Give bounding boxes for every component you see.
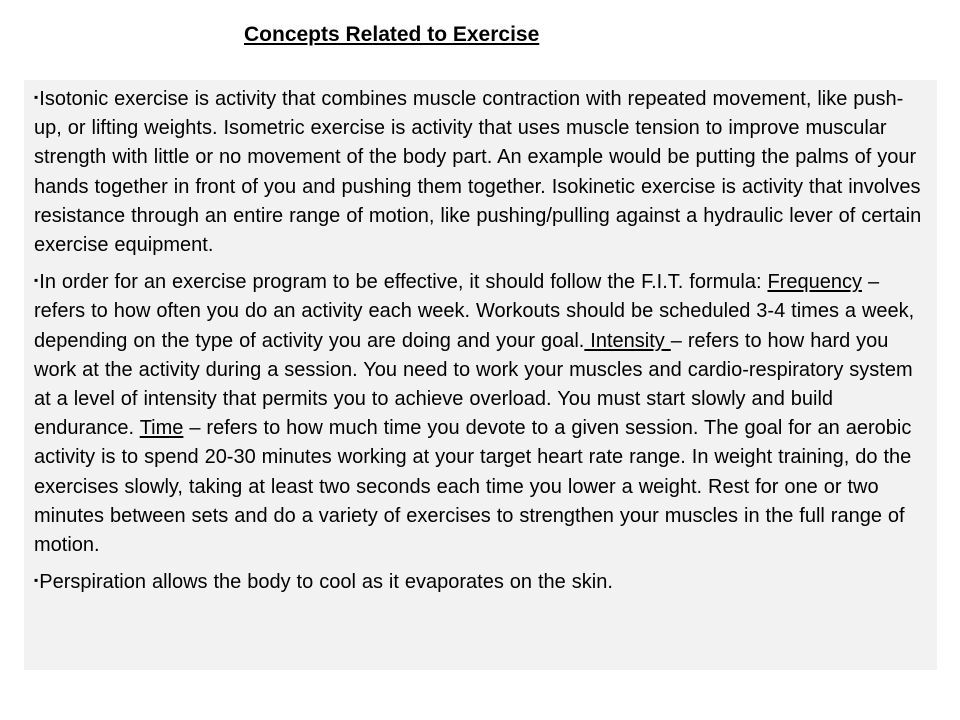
square-bullet-icon: ▪ bbox=[34, 90, 39, 104]
intensity-description: – refers to how hard you work at the activity during a session. You need to work your muscles and cardio-respiratory system at a level of intensity that permits you to achieve overload. You must start slowly and build endurance. bbox=[34, 329, 913, 440]
time-description: – refers to how much time you devote to a given session. The goal for an aerobic activity is to spend 20-30 minutes working at your target heart rate range. In weight training, do the exercises slowly, taking at least two seconds each time you lower a weight. Rest for one or two minutes between sets and do a variety of exercises to strengthen your muscles in the full range of motion. bbox=[34, 417, 912, 557]
frequency-description: – refers to how often you do an activity each week. Workouts should be scheduled 3-4 times a week, depending on the type of activity you are doing and your goal. bbox=[34, 271, 915, 352]
bullet-perspiration bbox=[34, 568, 927, 597]
bullet-isotonic-isometric-isokinetic bbox=[34, 85, 927, 260]
square-bullet-icon: ▪ bbox=[34, 273, 39, 288]
bullet-list bbox=[34, 85, 927, 597]
bullet-fit-formula bbox=[34, 268, 927, 560]
frequency-term: Frequency bbox=[767, 271, 862, 294]
fit-intro: In order for an exercise program to be effective, it should follow the F.I.T. formula: bbox=[39, 271, 762, 294]
square-bullet-icon: ▪ bbox=[34, 573, 39, 588]
slide-title: Concepts Related to Exercise bbox=[244, 23, 540, 46]
intensity-term: Intensity bbox=[584, 329, 671, 352]
bullet-text: Perspiration allows the body to cool as it evaporates on the skin. bbox=[39, 571, 613, 594]
content-box bbox=[24, 80, 937, 670]
time-term: Time bbox=[139, 417, 184, 440]
bullet-text: Isotonic exercise is activity that combines muscle contraction with repeated movement, like push-up, or lifting weights. Isometric exercise is activity that uses muscle tension to improve muscular strength with little or no movement of the body part. An example would be putting the palms of your hands together in front of you and pushing them together. Isokinetic exercise is activity that involves resistance through an entire range of motion, like pushing/pulling against a hydraulic lever of certain exercise equipment. bbox=[34, 88, 922, 257]
